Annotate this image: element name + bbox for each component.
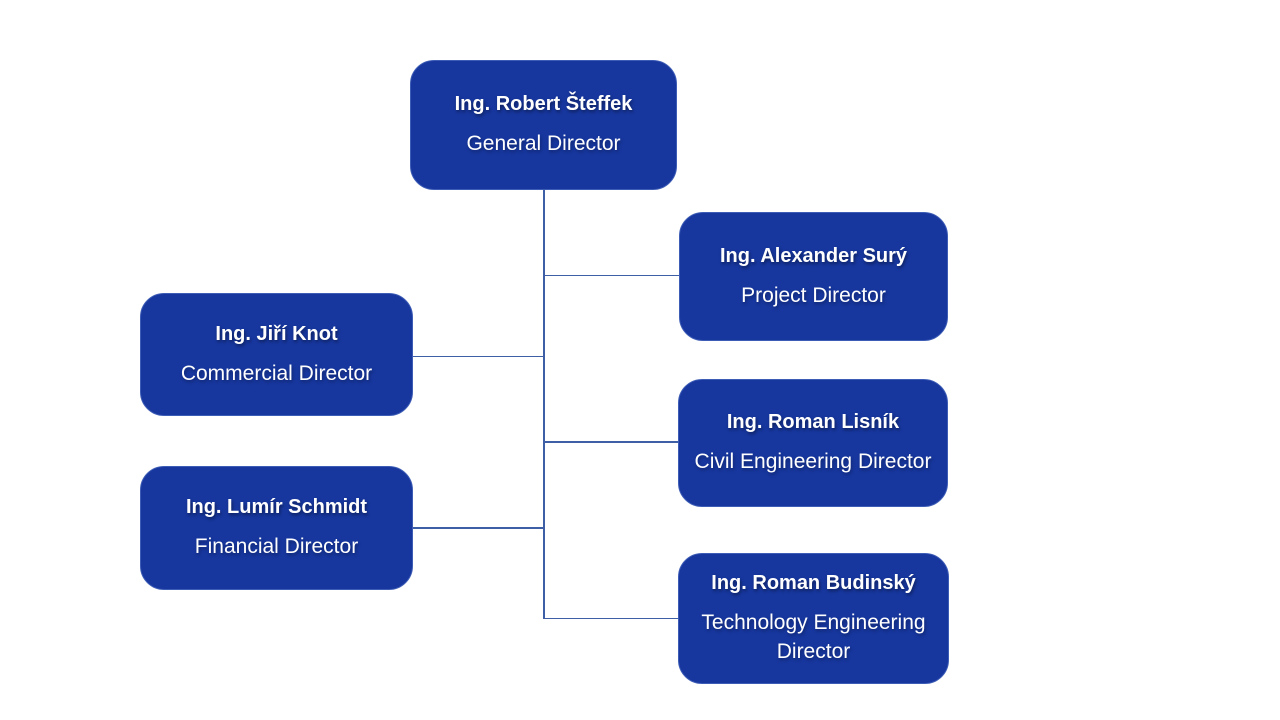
person-title: Technology Engineering Director [701, 611, 926, 663]
person-name: Ing. Lumír Schmidt [185, 496, 368, 519]
person-name: Ing. Alexander Surý [719, 244, 908, 267]
person-title: Commercial Director [180, 361, 373, 385]
connector-civil-engineering [544, 441, 678, 443]
connector-project-director [544, 275, 679, 277]
person-name: Ing. Roman Budinský [711, 572, 916, 595]
org-node-financial-director [140, 466, 413, 590]
connector-trunk-vertical [543, 189, 545, 619]
connector-technology-engineering [544, 618, 678, 620]
person-name: Ing. Robert Šteffek [454, 93, 633, 116]
person-name: Ing. Jiří Knot [215, 322, 338, 345]
person-title: Project Director [741, 283, 886, 307]
person-title: Civil Engineering Director [694, 450, 932, 474]
person-title: Financial Director [194, 535, 359, 559]
org-node-civil-engineering-director [678, 379, 948, 507]
org-node-general-director [410, 60, 677, 190]
connector-commercial-director [413, 356, 544, 358]
person-title: General Director [466, 132, 621, 156]
org-node-technology-engineering-director [678, 553, 949, 684]
org-node-project-director [679, 212, 948, 341]
connector-financial-director [413, 527, 544, 529]
org-node-commercial-director [140, 293, 413, 416]
person-name: Ing. Roman Lisník [726, 411, 900, 434]
